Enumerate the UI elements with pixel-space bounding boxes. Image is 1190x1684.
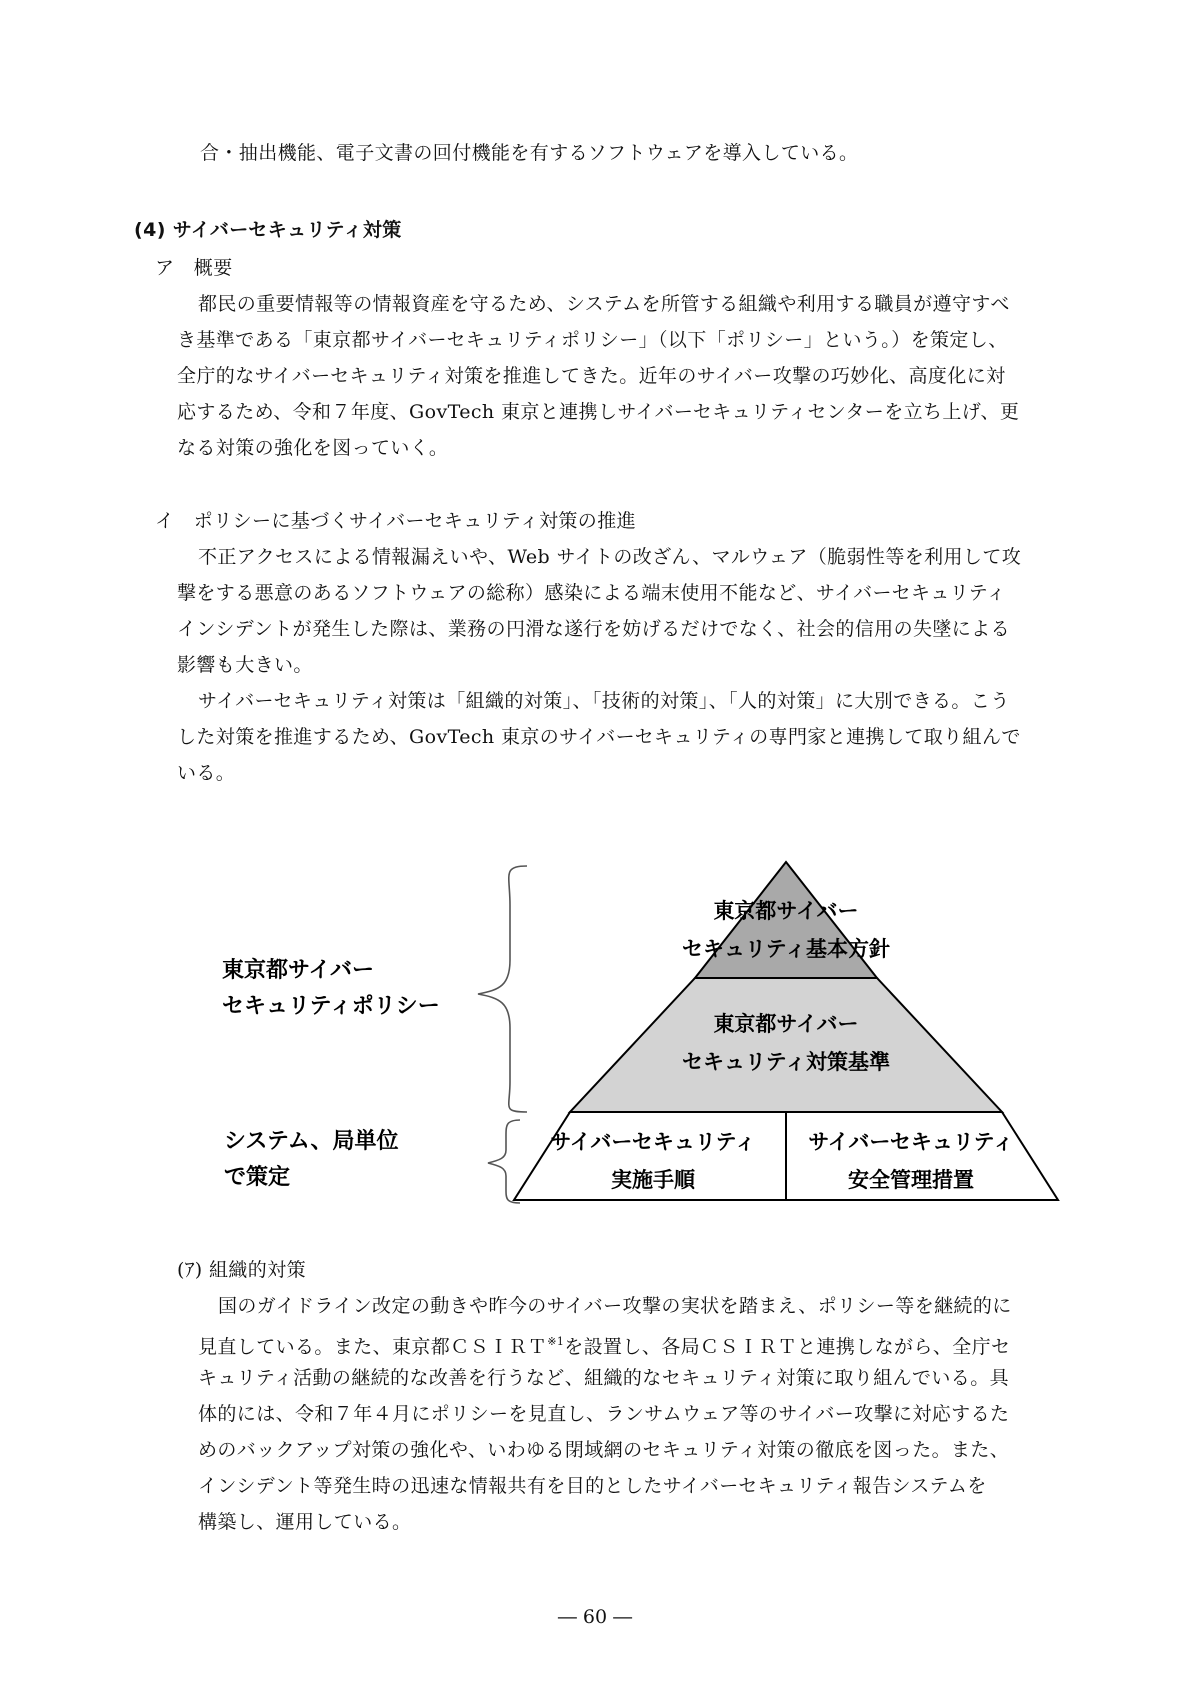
text-segment: を設置し、各局ＣＳＩＲＴと連携しながら、全庁セ [564, 1336, 1011, 1358]
text-line: サイバーセキュリティ対策は「組織的対策」、「技術的対策」、「人的対策」に大別できる。こう [198, 690, 1010, 712]
text-line: キュリティ活動の継続的な改善を行うなど、組織的なセキュリティ対策に取り組んでいる。具 [198, 1367, 1010, 1389]
policy-brace [478, 866, 527, 1112]
text-line: 全庁的なサイバーセキュリティ対策を推進してきた。近年のサイバー攻撃の巧妙化、高度化に対 [177, 365, 1006, 387]
policy-label-line-2: セキュリティポリシー [222, 994, 440, 1019]
text-line: インシデントが発生した際は、業務の円滑な遂行を妨げるだけでなく、社会的信用の失墜による [177, 618, 1010, 640]
text-line: いる。 [177, 762, 236, 784]
bottom-left-label-2: 実施手順 [611, 1168, 695, 1192]
policy-label-line-1: 東京都サイバー [222, 958, 375, 983]
text-line: 国のガイドライン改定の動きや昨今のサイバー攻撃の実状を踏まえ、ポリシー等を継続的に [218, 1295, 1012, 1317]
middle-layer-label-2: セキュリティ対策基準 [682, 1050, 890, 1074]
text-line: 都民の重要情報等の情報資産を守るため、システムを所管する組織や利用する職員が遵守すべ [198, 293, 1010, 315]
page-number: ― 60 ― [557, 1606, 633, 1628]
top-layer-label-2: セキュリティ基本方針 [682, 937, 890, 961]
bottom-left-label-1: サイバーセキュリティ [550, 1130, 756, 1154]
system-label-line-2: で策定 [224, 1165, 291, 1190]
text-segment: 見直している。また、東京都ＣＳＩＲＴ [198, 1336, 548, 1358]
text-line: 影響も大きい。 [177, 654, 313, 676]
text-line: 応するため、令和７年度、GovTech 東京と連携しサイバーセキュリティセンターを立ち上げ、更 [177, 401, 1020, 423]
middle-layer-label-1: 東京都サイバー [713, 1012, 859, 1036]
text-line [198, 1330, 1010, 1359]
system-brace [488, 1120, 520, 1203]
system-label-line-1: システム、局単位 [224, 1129, 399, 1154]
text-line: 不正アクセスによる情報漏えいや、Web サイトの改ざん、マルウェア（脆弱性等を利用して攻 [198, 546, 1022, 568]
footnote-marker: ※1 [547, 1335, 565, 1348]
bottom-right-label-1: サイバーセキュリティ [808, 1130, 1014, 1154]
top-layer-label-1: 東京都サイバー [713, 899, 859, 923]
section-heading: (4) サイバーセキュリティ対策 [134, 219, 402, 241]
text-line: 撃をする悪意のあるソフトウェアの総称）感染による端末使用不能など、サイバーセキュリティ [177, 582, 1007, 604]
subsection-heading: イ ポリシーに基づくサイバーセキュリティ対策の推進 [155, 510, 637, 532]
subsection-heading: ア 概要 [155, 257, 233, 279]
bottom-right-label-2: 安全管理措置 [848, 1168, 974, 1192]
subsection-heading: (ｱ) 組織的対策 [177, 1259, 306, 1281]
text-line: 体的には、令和７年４月にポリシーを見直し、ランサムウェア等のサイバー攻撃に対応するた [198, 1403, 1010, 1425]
text-line: めのバックアップ対策の強化や、いわゆる閉域網のセキュリティ対策の徹底を図った。また、 [198, 1439, 1010, 1461]
text-line: した対策を推進するため、GovTech 東京のサイバーセキュリティの専門家と連携して取り組んで [177, 726, 1021, 748]
text-line: なる対策の強化を図っていく。 [177, 437, 449, 459]
text-line: インシデント等発生時の迅速な情報共有を目的としたサイバーセキュリティ報告システムを [198, 1475, 987, 1497]
text-line: 合・抽出機能、電子文書の回付機能を有するソフトウェアを導入している。 [200, 142, 859, 164]
text-line: き基準である「東京都サイバーセキュリティポリシー」（以下「ポリシー」という。）を策定し、 [177, 329, 1008, 351]
text-line: 構築し、運用している。 [198, 1511, 412, 1533]
